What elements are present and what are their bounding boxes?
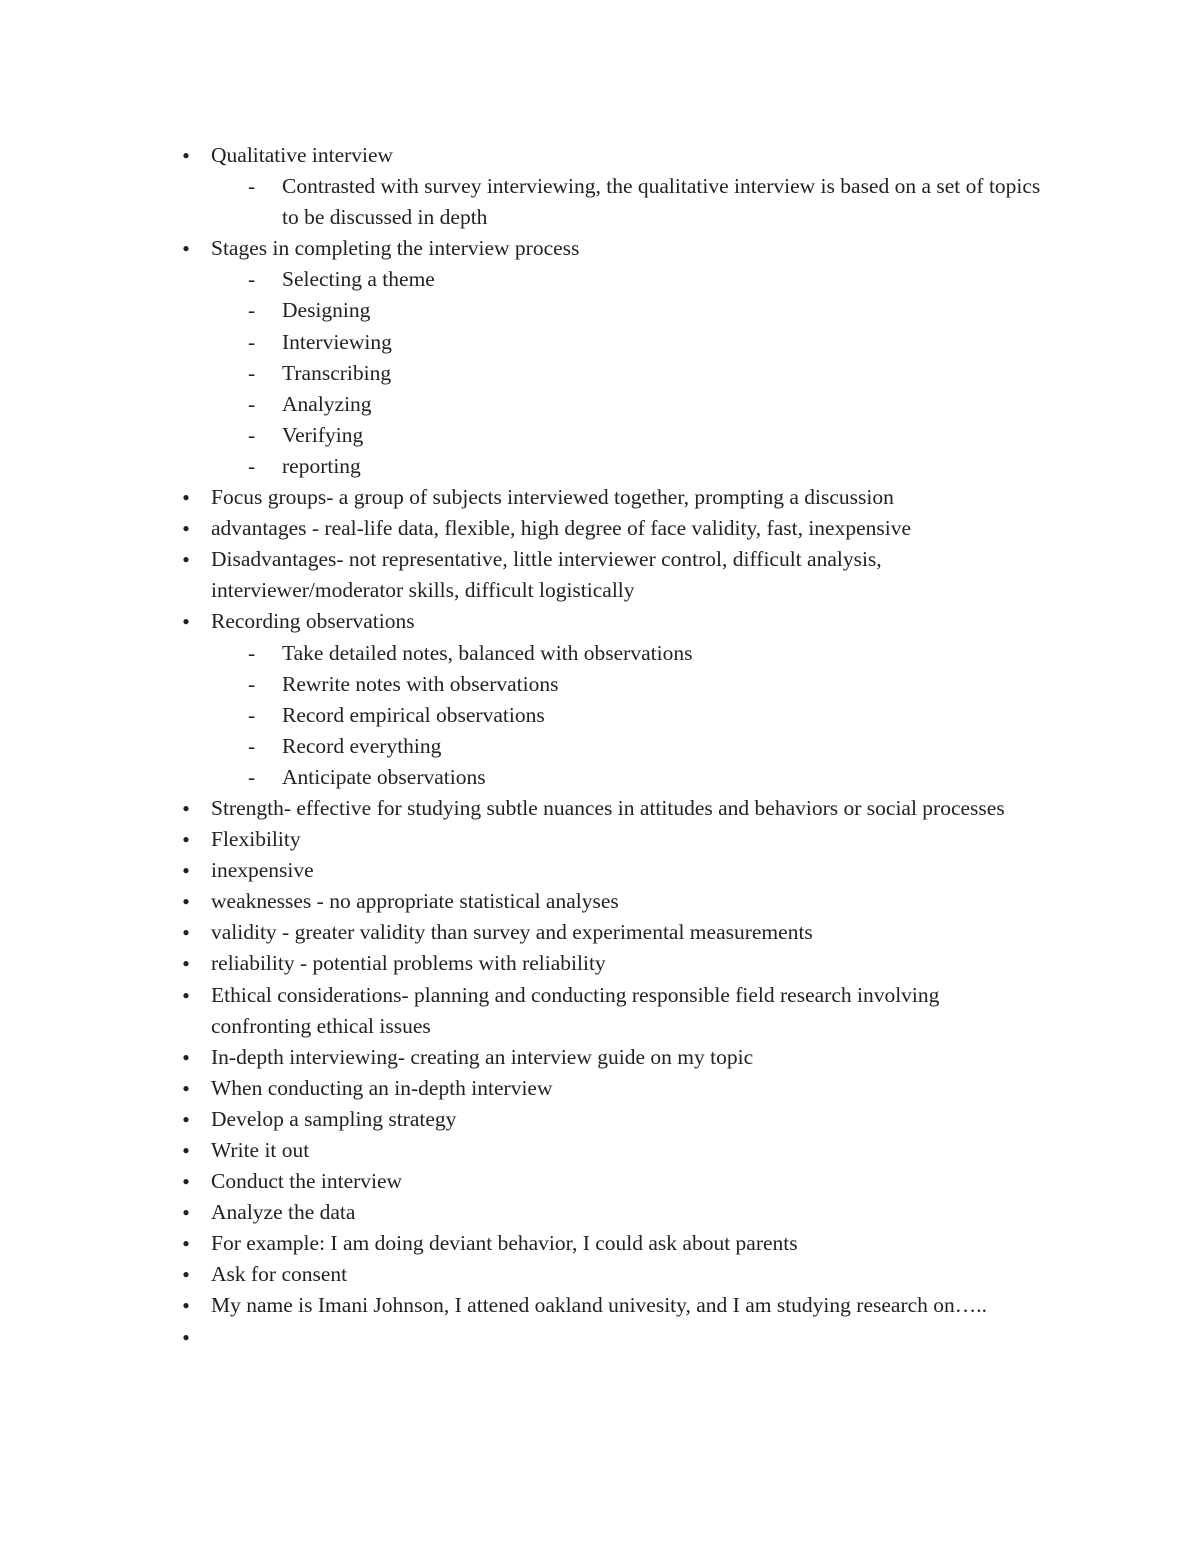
sub-list-item (0, 358, 1062, 389)
bullet-icon: ● (182, 1080, 190, 1095)
dash-marker: - (248, 764, 256, 789)
dash-marker: - (248, 453, 256, 478)
sub-list-item-text: Verifying (282, 422, 364, 447)
dash-marker: - (248, 733, 256, 758)
dash-marker: - (248, 391, 256, 416)
bullet-icon: ● (182, 1205, 190, 1220)
list-item-text: Flexibility (211, 827, 301, 852)
sub-list-item (0, 295, 1062, 326)
bullet-icon: ● (182, 1143, 190, 1157)
bullet-icon: ● (182, 1329, 190, 1344)
bullet-icon: ● (182, 490, 190, 505)
list-item (0, 1166, 1011, 1197)
bullet-icon: ● (182, 552, 190, 567)
list-item (0, 1042, 1011, 1073)
sub-list-item-text: Interviewing (282, 329, 392, 354)
bullet-icon: ● (182, 148, 190, 162)
list-item (0, 233, 1011, 482)
sub-list-item-text: reporting (282, 453, 361, 478)
bullet-icon: ● (182, 956, 190, 971)
list-item-text: My name is Imani Johnson, I attened oakland univesity, and I am studying research on….. (211, 1293, 988, 1318)
list-item (0, 140, 1041, 233)
list-item-text (211, 1325, 216, 1349)
bullet-icon: ● (182, 800, 190, 815)
sub-list-item (0, 264, 1062, 295)
sub-list-item (0, 327, 1062, 358)
list-item (0, 544, 1011, 606)
list-item-text: weaknesses - no appropriate statistical analyses (211, 889, 619, 914)
list-item (0, 1228, 1011, 1259)
dash-marker: - (248, 329, 256, 354)
list-item (0, 1135, 1011, 1166)
sub-list (211, 171, 1041, 233)
list-item-text: validity - greater validity than survey and experimental measurements (211, 920, 813, 945)
list-item-text: In-depth interviewing- creating an interview guide on my topic (211, 1044, 754, 1069)
list-item (0, 1322, 1011, 1353)
list-item (0, 793, 1011, 824)
dash-marker: - (248, 702, 256, 727)
sub-list-item (0, 669, 1062, 700)
list-item-text: Conduct the interview (211, 1169, 403, 1194)
list-item (0, 482, 1011, 513)
bullet-icon: ● (182, 241, 190, 256)
sub-list-item (0, 389, 1062, 420)
sub-list-item-text: Take detailed notes, balanced with observations (282, 640, 693, 665)
dash-marker: - (248, 422, 256, 447)
list-item-text: reliability - potential problems with reliability (211, 951, 606, 976)
dash-marker: - (248, 360, 256, 385)
list-item-text: Disadvantages- not representative, little interviewer control, difficult analysis, interviewer/moderator skills, difficult logistically (211, 547, 882, 603)
bullet-icon: ● (182, 1049, 190, 1064)
list-item (0, 606, 1011, 793)
dash-marker: - (248, 640, 256, 665)
sub-list-item (0, 451, 1062, 482)
dash-marker: - (248, 298, 256, 323)
bullet-icon: ● (182, 863, 190, 878)
sub-list-item (0, 762, 1062, 793)
list-item-text: Qualitative interview (211, 143, 394, 167)
bullet-icon: ● (182, 1267, 190, 1282)
list-item (0, 824, 1011, 855)
list-item-text: inexpensive (211, 858, 314, 883)
bullet-list (0, 140, 1200, 1353)
list-item-text: Write it out (211, 1138, 310, 1162)
sub-list (211, 638, 1011, 793)
sub-list-item (0, 731, 1062, 762)
list-item (0, 1290, 1011, 1321)
list-item-text: Recording observations (211, 609, 415, 634)
bullet-icon: ● (182, 1174, 190, 1189)
list-item-text: For example: I am doing deviant behavior, I could ask about parents (211, 1231, 798, 1256)
list-item-text: Focus groups- a group of subjects interviewed together, prompting a discussion (211, 485, 894, 510)
list-item (0, 1197, 1011, 1228)
bullet-icon: ● (182, 925, 190, 940)
list-item (0, 948, 1011, 979)
dash-marker: - (248, 671, 256, 696)
bullet-icon: ● (182, 521, 190, 536)
list-item-text: Analyze the data (211, 1200, 356, 1225)
sub-list-item-text: Selecting a theme (282, 267, 435, 292)
sub-list-item-text: Contrasted with survey interviewing, the qualitative interview is based on a set of topics to be discussed in depth (282, 174, 1041, 230)
bullet-icon: ● (182, 1111, 190, 1126)
sub-list-item-text: Transcribing (282, 360, 392, 385)
bullet-icon: ● (182, 1298, 190, 1313)
bullet-icon: ● (182, 1236, 190, 1251)
sub-list-item (0, 420, 1062, 451)
list-item (0, 1259, 1011, 1290)
bullet-icon: ● (182, 987, 190, 1002)
list-item-text: When conducting an in-depth interview (211, 1075, 553, 1100)
bullet-icon: ● (182, 832, 190, 847)
sub-list-item-text: Record empirical observations (282, 702, 545, 727)
sub-list-item-text: Record everything (282, 733, 442, 758)
sub-list-item (0, 171, 1062, 233)
list-item (0, 886, 1011, 917)
dash-marker: - (248, 267, 256, 292)
list-item (0, 513, 1011, 544)
list-item (0, 1073, 1011, 1104)
sub-list-item-text: Anticipate observations (282, 764, 486, 789)
sub-list-item-text: Analyzing (282, 391, 372, 416)
sub-list-item (0, 638, 1062, 669)
sub-list-item (0, 700, 1062, 731)
list-item-text: Develop a sampling strategy (211, 1106, 457, 1131)
list-item-text: Ethical considerations- planning and conducting responsible field research involving confronting ethical issues (211, 982, 940, 1038)
list-item (0, 917, 1011, 948)
bullet-icon: ● (182, 894, 190, 909)
sub-list-item-text: Rewrite notes with observations (282, 671, 559, 696)
list-item (0, 980, 1011, 1042)
list-item (0, 1104, 1011, 1135)
list-item-text: Stages in completing the interview process (211, 236, 580, 261)
list-item (0, 855, 1011, 886)
sub-list (211, 264, 1011, 482)
list-item-text: Strength- effective for studying subtle nuances in attitudes and behaviors or social processes (211, 795, 1005, 820)
list-item-text: advantages - real-life data, flexible, high degree of face validity, fast, inexpensive (211, 516, 912, 541)
sub-list-item-text: Designing (282, 298, 371, 323)
dash-marker: - (248, 174, 256, 199)
document-page (0, 140, 1200, 1353)
bullet-icon: ● (182, 614, 190, 629)
list-item-text: Ask for consent (211, 1262, 348, 1287)
